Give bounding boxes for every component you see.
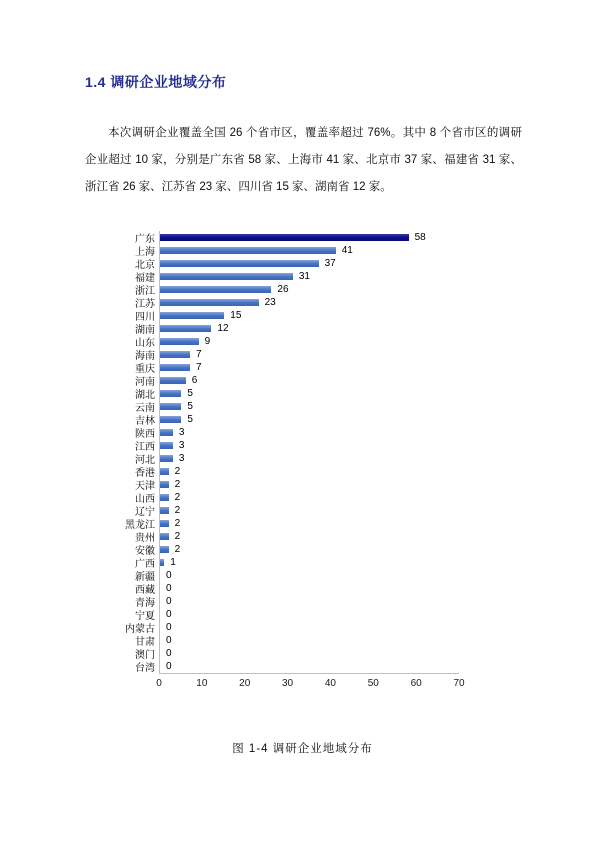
category-label: 浙江 bbox=[135, 286, 155, 297]
bar bbox=[160, 455, 173, 462]
category-label: 香港 bbox=[135, 468, 155, 479]
bar-track bbox=[159, 582, 500, 595]
category-label: 河北 bbox=[135, 455, 155, 466]
x-tick-label: 40 bbox=[324, 678, 336, 689]
category-label: 江西 bbox=[135, 442, 155, 453]
value-label: 9 bbox=[204, 336, 211, 347]
category-label: 吉林 bbox=[135, 416, 155, 427]
value-label: 3 bbox=[178, 427, 185, 438]
category-label: 新疆 bbox=[135, 572, 155, 583]
category-label: 上海 bbox=[135, 247, 155, 258]
value-label: 3 bbox=[178, 440, 185, 451]
category-label: 西藏 bbox=[135, 585, 155, 596]
bar bbox=[160, 403, 181, 410]
category-label: 宁夏 bbox=[135, 611, 155, 622]
bar-track bbox=[159, 452, 500, 465]
value-label: 23 bbox=[264, 297, 276, 308]
bar-track bbox=[159, 491, 500, 504]
category-label: 辽宁 bbox=[135, 507, 155, 518]
bar bbox=[160, 533, 169, 540]
x-axis-ticks bbox=[156, 678, 465, 694]
bar bbox=[160, 234, 409, 241]
category-label: 广西 bbox=[135, 559, 155, 570]
value-label: 7 bbox=[196, 349, 202, 360]
bar bbox=[160, 260, 319, 267]
value-label: 2 bbox=[174, 505, 181, 516]
category-label: 青海 bbox=[135, 598, 155, 609]
category-label: 云南 bbox=[135, 403, 155, 414]
bar bbox=[160, 377, 186, 384]
value-label: 7 bbox=[196, 362, 202, 373]
bar-track bbox=[159, 283, 500, 296]
value-label: 5 bbox=[187, 401, 193, 412]
bar-track bbox=[159, 543, 500, 556]
value-label: 0 bbox=[166, 661, 172, 672]
bar-track bbox=[159, 478, 500, 491]
category-label: 四川 bbox=[135, 312, 155, 323]
bar-track bbox=[159, 556, 500, 569]
bar bbox=[160, 429, 173, 436]
bar bbox=[160, 390, 181, 397]
bar-track bbox=[159, 634, 500, 647]
category-label: 山西 bbox=[135, 494, 155, 505]
category-label: 陕西 bbox=[135, 429, 155, 440]
value-label: 0 bbox=[166, 622, 172, 633]
value-label: 0 bbox=[166, 583, 172, 594]
value-label: 0 bbox=[166, 570, 172, 581]
bar-track bbox=[159, 504, 500, 517]
x-tick-label: 60 bbox=[410, 678, 422, 689]
bar-track bbox=[159, 569, 500, 582]
bar-track bbox=[159, 231, 500, 244]
x-tick-label: 10 bbox=[196, 678, 208, 689]
bar-track bbox=[159, 465, 500, 478]
bar-track bbox=[159, 530, 500, 543]
x-tick-label: 30 bbox=[282, 678, 294, 689]
category-label: 湖北 bbox=[135, 390, 155, 401]
bar-track bbox=[159, 270, 500, 283]
chart-row bbox=[85, 660, 545, 673]
bar bbox=[160, 494, 169, 501]
bar-chart bbox=[85, 231, 545, 694]
value-label: 5 bbox=[187, 414, 193, 425]
bar bbox=[160, 247, 336, 254]
bar bbox=[160, 507, 169, 514]
category-label: 内蒙古 bbox=[125, 624, 155, 635]
bar bbox=[160, 481, 169, 488]
value-label: 2 bbox=[174, 492, 181, 503]
value-label: 1 bbox=[170, 557, 176, 568]
value-label: 6 bbox=[191, 375, 198, 386]
bar-track bbox=[159, 322, 500, 335]
value-label: 58 bbox=[414, 232, 426, 243]
value-label: 2 bbox=[174, 466, 181, 477]
category-label: 海南 bbox=[135, 351, 155, 362]
value-label: 2 bbox=[174, 518, 181, 529]
category-label: 湖南 bbox=[135, 325, 155, 336]
bar bbox=[160, 273, 293, 280]
category-label: 甘肃 bbox=[135, 637, 155, 648]
bar bbox=[160, 442, 173, 449]
bar-track bbox=[159, 335, 500, 348]
value-label: 41 bbox=[341, 245, 353, 256]
bar-track bbox=[159, 374, 500, 387]
category-label: 天津 bbox=[135, 481, 155, 492]
bar-track bbox=[159, 257, 500, 270]
bar-track bbox=[159, 426, 500, 439]
bar-track bbox=[159, 244, 500, 257]
bar-track bbox=[159, 517, 500, 530]
bar-track bbox=[159, 309, 500, 322]
category-label: 澳门 bbox=[135, 650, 155, 661]
value-label: 37 bbox=[324, 258, 336, 269]
category-label: 江苏 bbox=[135, 299, 155, 310]
bar bbox=[160, 364, 190, 371]
bar bbox=[160, 546, 169, 553]
bar-track bbox=[159, 361, 500, 374]
value-label: 12 bbox=[217, 323, 229, 334]
category-label: 山东 bbox=[135, 338, 155, 349]
x-axis-line bbox=[159, 673, 459, 674]
value-label: 15 bbox=[230, 310, 242, 321]
value-label: 31 bbox=[298, 271, 310, 282]
category-label: 贵州 bbox=[135, 533, 155, 544]
bar-track bbox=[159, 400, 500, 413]
bar bbox=[160, 325, 211, 332]
section-heading: 1.4 调研企业地域分布 bbox=[85, 74, 227, 90]
bar-track bbox=[159, 296, 500, 309]
category-label: 河南 bbox=[135, 377, 155, 388]
category-label: 福建 bbox=[135, 273, 155, 284]
bar bbox=[160, 520, 169, 527]
value-label: 2 bbox=[174, 479, 181, 490]
bar bbox=[160, 299, 259, 306]
chart-rows bbox=[85, 231, 545, 673]
value-label: 0 bbox=[166, 648, 172, 659]
bar-track bbox=[159, 608, 500, 621]
bar bbox=[160, 468, 169, 475]
figure-caption: 图 1-4 调研企业地域分布 bbox=[232, 743, 373, 755]
bar bbox=[160, 416, 181, 423]
bar-track bbox=[159, 348, 500, 361]
x-tick-label: 70 bbox=[453, 678, 465, 689]
bar-track bbox=[159, 439, 500, 452]
bar-track bbox=[159, 660, 500, 673]
category-label: 台湾 bbox=[135, 663, 155, 674]
x-tick-label: 0 bbox=[156, 678, 162, 689]
bar bbox=[160, 351, 190, 358]
value-label: 0 bbox=[166, 635, 172, 646]
bar-track bbox=[159, 413, 500, 426]
bar bbox=[160, 312, 224, 319]
bar-track bbox=[159, 595, 500, 608]
x-tick-label: 20 bbox=[239, 678, 251, 689]
bar-track bbox=[159, 387, 500, 400]
value-label: 2 bbox=[174, 531, 181, 542]
value-label: 2 bbox=[174, 544, 181, 555]
value-label: 0 bbox=[166, 596, 172, 607]
x-tick-label: 50 bbox=[367, 678, 379, 689]
value-label: 0 bbox=[166, 609, 172, 620]
category-label: 重庆 bbox=[135, 364, 155, 375]
bar bbox=[160, 559, 164, 566]
bar-track bbox=[159, 621, 500, 634]
body-paragraph: 本次调研企业覆盖全国 26 个省市区，覆盖率超过 76%。其中 8 个省市区的调研企业超过 10 家，分别是广东省 58 家、上海市 41 家、北京市 37 家、福建省 31 家、浙江省 26 家、江苏省 23 家、四川省 15 家、湖南省 12 家。 bbox=[85, 127, 522, 193]
category-label: 安徽 bbox=[135, 546, 155, 557]
value-label: 5 bbox=[187, 388, 193, 399]
category-label: 北京 bbox=[135, 260, 155, 271]
value-label: 3 bbox=[178, 453, 185, 464]
bar-track bbox=[159, 647, 500, 660]
value-label: 26 bbox=[277, 284, 289, 295]
category-label: 广东 bbox=[135, 234, 155, 245]
category-label: 黑龙江 bbox=[125, 520, 155, 531]
bar bbox=[160, 286, 271, 293]
bar bbox=[160, 338, 199, 345]
